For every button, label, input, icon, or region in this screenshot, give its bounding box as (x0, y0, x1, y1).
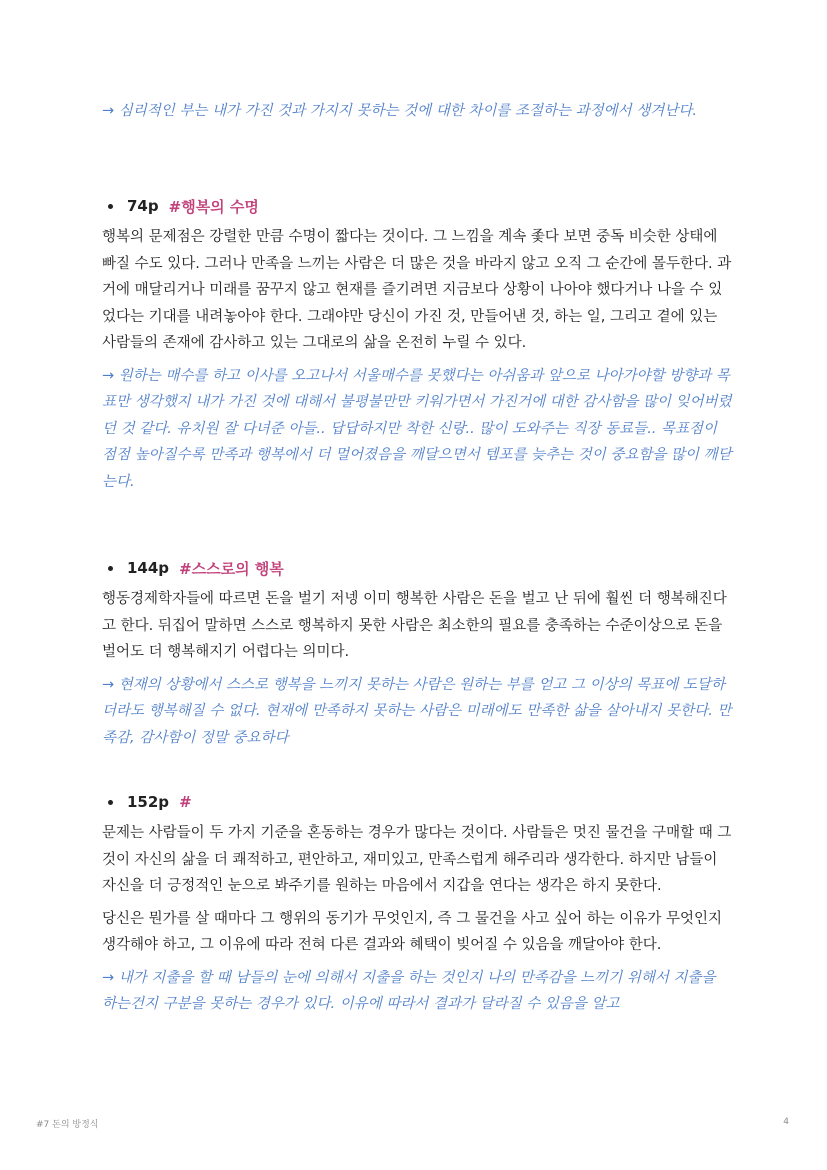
intro-note: → 심리적인 부는 내가 가진 것과 가지지 못하는 것에 대한 차이를 조절하는 과정에서 생겨난다. (102, 103, 697, 119)
page-ref: 144p (127, 559, 170, 577)
hashtag: #스스로의 행복 (179, 559, 284, 578)
section-heading (108, 194, 732, 218)
quote-paragraph: 행동경제학자들에 따르면 돈을 벌기 저넹 이미 행복한 사람은 돈을 벌고 난 뒤에 훨씬 더 행복해진다고 한다. 뒤집어 말하면 스스로 행복하지 못한 사람은 최소한의 필요를 충족하는 수준이상으로 돈을 벌어도 더 행복해지기 어렵다는 의미다. (102, 591, 727, 660)
bullet-icon (108, 800, 113, 805)
quote-paragraph: 문제는 사람들이 두 가지 기준을 혼동하는 경우가 많다는 것이다. 사람들은 멋진 물건을 구매할 때 그것이 자신의 삶을 더 쾌적하고, 편안하고, 재미있고, 만족스럽게 해주리라 생각한다. 하지만 남들이 자신을 더 긍정적인 눈으로 봐주기를 원하는 마음에서 지갑을 연다는 생각은 하지 못한다. (102, 825, 732, 894)
bullet-icon (108, 204, 113, 209)
section-152p (102, 790, 732, 1018)
bullet-icon (108, 566, 113, 571)
quote-paragraph: 행복의 문제점은 강렬한 만큼 수명이 짧다는 것이다. 그 느낌을 계속 좇다 보면 중독 비슷한 상태에 빠질 수도 있다. 그러나 만족을 느끼는 사람은 더 많은 것을 바라지 않고 오직 그 순간에 몰두한다. 과거에 매달리거나 미래를 꿈꾸지 않고 현재를 즐기려면 지금보다 상황이 나아야 했다거나 나을 수 있었다는 기대를 내려놓아야 한다. 그래야만 당신이 가진 것, 만들어낸 것, 하는 일, 그리고 곁에 있는 사람들의 존재에 감사하고 있는 그대로의 삶을 온전히 누릴 수 있다. (102, 229, 732, 351)
footer-title: #7 돈의 방정식 (36, 1120, 99, 1130)
section-heading (108, 790, 732, 814)
page-ref: 74p (127, 197, 159, 215)
section-74p (102, 194, 732, 495)
section-heading (108, 556, 732, 580)
reflection-note: → 내가 지출을 할 때 남들의 눈에 의해서 지출을 하는 것인지 나의 만족감을 느끼기 위해서 지출을 하는건지 구분을 못하는 경우가 있다. 이유에 따라서 결과가 달라질 수 있음을 알고 (102, 969, 716, 1012)
reflection-note: → 현재의 상황에서 스스로 행복을 느끼지 못하는 사람은 원하는 부를 얻고 그 이상의 목표에 도달하더라도 행복해질 수 없다. 현재에 만족하지 못하는 사람은 미래에도 만족한 삶을 살아내지 못한다. 만족감, 감사함이 정말 중요하다 (102, 676, 732, 746)
quote-paragraph: 당신은 뭔가를 살 때마다 그 행위의 동기가 무엇인지, 즉 그 물건을 사고 싶어 하는 이유가 무엇인지 생각해야 하고, 그 이유에 따라 전혀 다른 결과와 혜택이 빚어질 수 있음을 깨달아야 한다. (102, 910, 723, 953)
hashtag: # (179, 793, 192, 811)
page-ref: 152p (127, 793, 170, 811)
section-144p (102, 556, 732, 751)
hashtag: #행복의 수명 (168, 197, 259, 216)
page-number: 4 (783, 1117, 789, 1127)
reflection-note: → 원하는 매수를 하고 이사를 오고나서 서울매수를 못했다는 아쉬움과 앞으로 나아가야할 방향과 목표만 생각했지 내가 가진 것에 대해서 불평불만만 키워가면서 가진거에 대한 감사함을 많이 잊어버렸던 것 같다. 유치원 잘 다녀준 아들.. 답답하지만 착한 신랑.. 많이 도와주는 직장 동료들.. 목표점이 점점 높아질수록 만족과 행복에서 더 멀어졌음을 깨달으면서 템포를 늦추는 것이 중요함을 많이 깨닫는다. (102, 367, 732, 490)
